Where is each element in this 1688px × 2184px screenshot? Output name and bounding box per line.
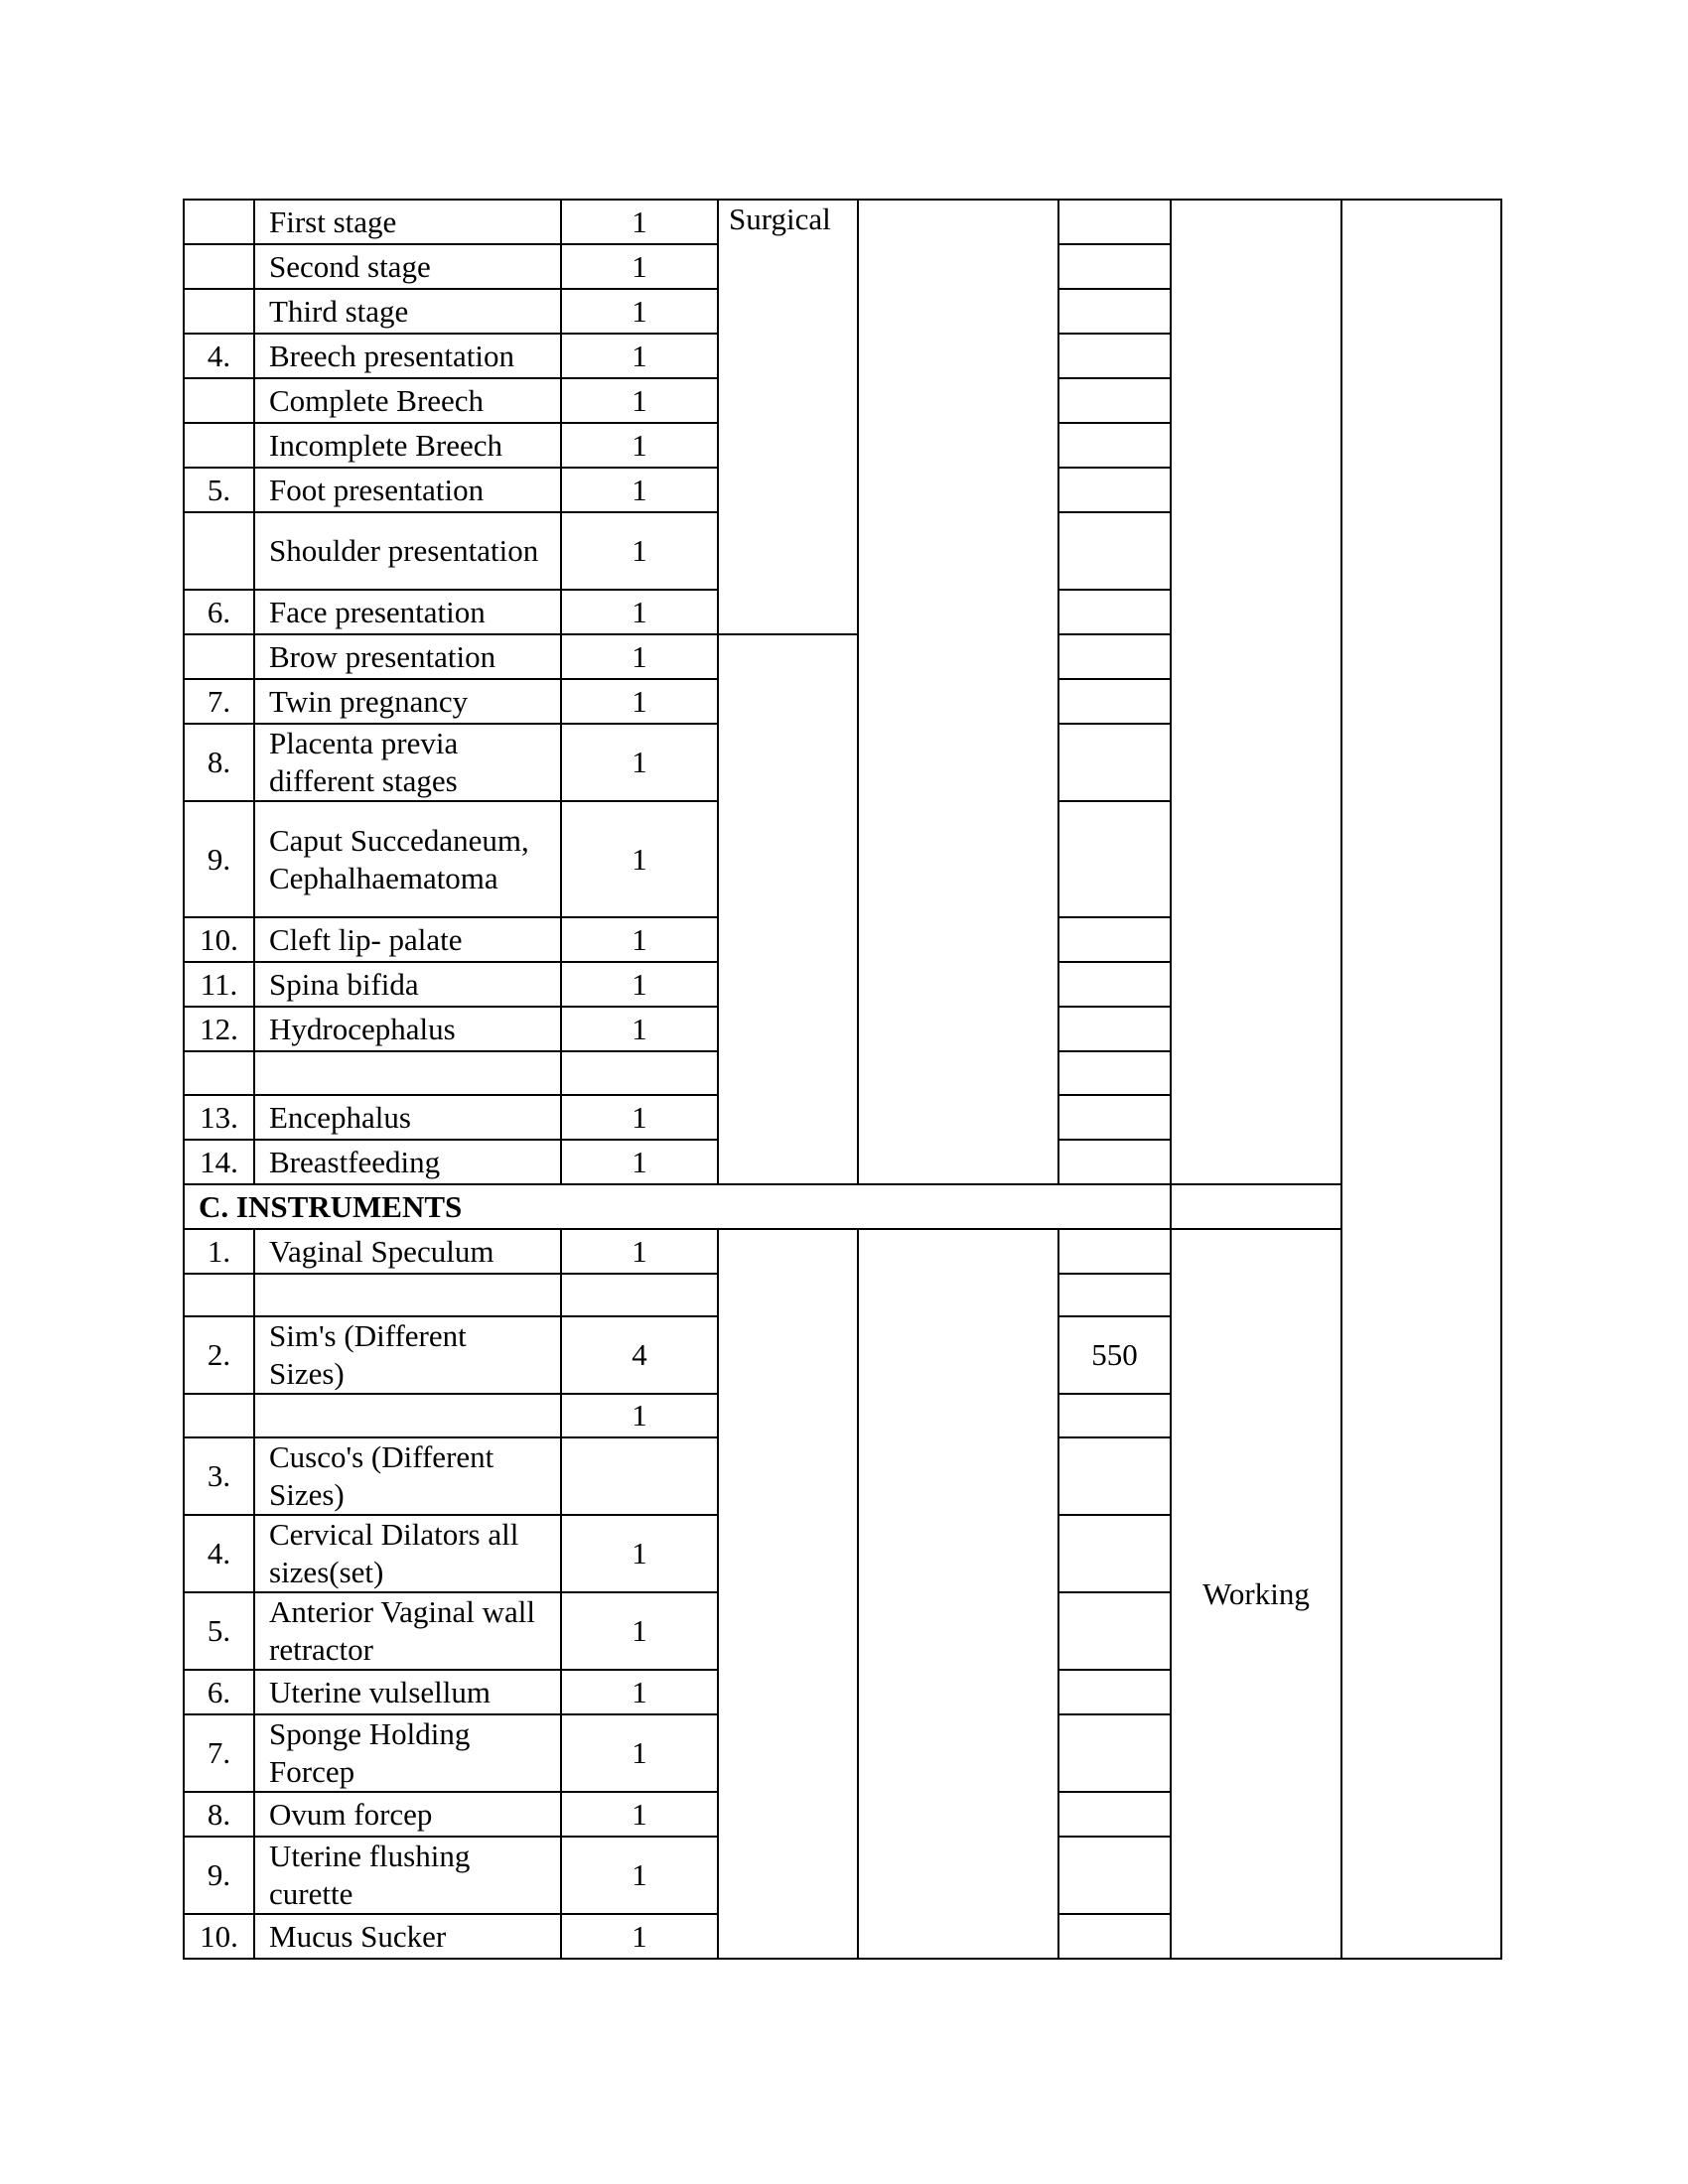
quantity-cell: 1	[561, 962, 718, 1007]
quantity-cell	[561, 1437, 718, 1515]
quantity-cell: 1	[561, 1229, 718, 1274]
serial-number-cell	[184, 1051, 254, 1095]
value-cell	[1058, 244, 1171, 289]
item-name-cell: Second stage	[254, 244, 561, 289]
item-name-cell: Breech presentation	[254, 334, 561, 378]
item-name-cell: Sponge Holding Forcep	[254, 1714, 561, 1792]
value-cell	[1058, 1515, 1171, 1592]
item-name-cell: Caput Succedaneum, Cephalhaematoma	[254, 801, 561, 917]
serial-number-cell: 10.	[184, 1914, 254, 1959]
value-cell	[1058, 1229, 1171, 1274]
serial-number-cell	[184, 634, 254, 679]
quantity-cell: 1	[561, 1837, 718, 1914]
serial-number-cell: 9.	[184, 801, 254, 917]
item-name-cell: Cusco's (Different Sizes)	[254, 1437, 561, 1515]
value-cell	[1058, 1714, 1171, 1792]
value-cell	[1058, 1007, 1171, 1051]
quantity-cell: 1	[561, 200, 718, 244]
item-name-cell: Twin pregnancy	[254, 679, 561, 724]
item-name-cell: Breastfeeding	[254, 1140, 561, 1184]
value-cell	[1058, 423, 1171, 468]
working-status-cell: Working	[1171, 1229, 1341, 1959]
surgical-cell: Surgical	[718, 200, 858, 634]
item-name-cell: Third stage	[254, 289, 561, 334]
value-cell	[1058, 468, 1171, 512]
quantity-cell: 1	[561, 724, 718, 801]
item-name-cell: Cervical Dilators all sizes(set)	[254, 1515, 561, 1592]
value-cell	[1058, 590, 1171, 634]
serial-number-cell	[184, 1274, 254, 1316]
serial-number-cell: 7.	[184, 1714, 254, 1792]
item-name-cell: Mucus Sucker	[254, 1914, 561, 1959]
item-name-cell: Vaginal Speculum	[254, 1229, 561, 1274]
serial-number-cell: 8.	[184, 724, 254, 801]
item-name-cell: Incomplete Breech	[254, 423, 561, 468]
serial-number-cell: 3.	[184, 1437, 254, 1515]
item-name-cell: First stage	[254, 200, 561, 244]
serial-number-cell	[184, 512, 254, 590]
quantity-cell	[561, 1274, 718, 1316]
serial-number-cell	[184, 244, 254, 289]
value-cell	[1058, 1914, 1171, 1959]
inventory-table-body	[184, 200, 1501, 1959]
blank-cell	[1171, 200, 1341, 1184]
item-name-cell	[254, 1394, 561, 1437]
blank-cell	[1171, 1184, 1341, 1229]
quantity-cell: 1	[561, 634, 718, 679]
value-cell	[1058, 917, 1171, 962]
item-name-cell: Spina bifida	[254, 962, 561, 1007]
value-cell	[1058, 1274, 1171, 1316]
value-cell	[1058, 378, 1171, 423]
inventory-table	[183, 199, 1502, 1960]
item-name-cell: Foot presentation	[254, 468, 561, 512]
blank-cell	[858, 200, 1058, 1184]
value-cell	[1058, 1792, 1171, 1837]
quantity-cell: 1	[561, 1792, 718, 1837]
item-name-cell: Face presentation	[254, 590, 561, 634]
value-cell	[1058, 1140, 1171, 1184]
blank-cell	[718, 634, 858, 1184]
value-cell	[1058, 334, 1171, 378]
value-cell	[1058, 962, 1171, 1007]
item-name-cell: Encephalus	[254, 1095, 561, 1140]
quantity-cell: 1	[561, 378, 718, 423]
serial-number-cell: 5.	[184, 1592, 254, 1670]
quantity-cell	[561, 1051, 718, 1095]
value-cell	[1058, 289, 1171, 334]
quantity-cell: 1	[561, 423, 718, 468]
item-name-cell	[254, 1051, 561, 1095]
serial-number-cell: 8.	[184, 1792, 254, 1837]
value-cell	[1058, 679, 1171, 724]
serial-number-cell: 6.	[184, 590, 254, 634]
quantity-cell: 4	[561, 1316, 718, 1394]
quantity-cell: 1	[561, 1007, 718, 1051]
serial-number-cell: 7.	[184, 679, 254, 724]
value-cell	[1058, 512, 1171, 590]
serial-number-cell: 5.	[184, 468, 254, 512]
value-cell	[1058, 724, 1171, 801]
quantity-cell: 1	[561, 1515, 718, 1592]
serial-number-cell: 4.	[184, 334, 254, 378]
serial-number-cell: 14.	[184, 1140, 254, 1184]
serial-number-cell: 9.	[184, 1837, 254, 1914]
item-name-cell: Uterine vulsellum	[254, 1670, 561, 1714]
serial-number-cell: 11.	[184, 962, 254, 1007]
serial-number-cell: 1.	[184, 1229, 254, 1274]
item-name-cell: Brow presentation	[254, 634, 561, 679]
serial-number-cell	[184, 200, 254, 244]
serial-number-cell	[184, 289, 254, 334]
section-c-title: C. INSTRUMENTS	[184, 1184, 1171, 1229]
quantity-cell: 1	[561, 512, 718, 590]
value-cell	[1058, 1592, 1171, 1670]
value-cell	[1058, 200, 1171, 244]
serial-number-cell: 4.	[184, 1515, 254, 1592]
serial-number-cell	[184, 1394, 254, 1437]
quantity-cell: 1	[561, 801, 718, 917]
value-cell	[1058, 1051, 1171, 1095]
serial-number-cell	[184, 378, 254, 423]
item-name-cell: Shoulder presentation	[254, 512, 561, 590]
blank-cell	[718, 1229, 858, 1959]
quantity-cell: 1	[561, 1394, 718, 1437]
item-name-cell: Anterior Vaginal wall retractor	[254, 1592, 561, 1670]
item-name-cell	[254, 1274, 561, 1316]
quantity-cell: 1	[561, 917, 718, 962]
item-name-cell: Placenta previa different stages	[254, 724, 561, 801]
blank-cell	[858, 1229, 1058, 1959]
serial-number-cell: 13.	[184, 1095, 254, 1140]
item-name-cell: Cleft lip- palate	[254, 917, 561, 962]
quantity-cell: 1	[561, 1095, 718, 1140]
quantity-cell: 1	[561, 679, 718, 724]
item-name-cell: Ovum forcep	[254, 1792, 561, 1837]
value-cell: 550	[1058, 1316, 1171, 1394]
item-name-cell: Uterine flushing curette	[254, 1837, 561, 1914]
quantity-cell: 1	[561, 1670, 718, 1714]
blank-cell	[1341, 200, 1501, 1959]
quantity-cell: 1	[561, 590, 718, 634]
quantity-cell: 1	[561, 1592, 718, 1670]
quantity-cell: 1	[561, 1714, 718, 1792]
table-row	[184, 200, 1501, 244]
serial-number-cell: 12.	[184, 1007, 254, 1051]
value-cell	[1058, 634, 1171, 679]
quantity-cell: 1	[561, 289, 718, 334]
quantity-cell: 1	[561, 334, 718, 378]
quantity-cell: 1	[561, 1140, 718, 1184]
item-name-cell: Complete Breech	[254, 378, 561, 423]
serial-number-cell: 6.	[184, 1670, 254, 1714]
value-cell	[1058, 1437, 1171, 1515]
value-cell	[1058, 1837, 1171, 1914]
item-name-cell: Sim's (Different Sizes)	[254, 1316, 561, 1394]
serial-number-cell: 10.	[184, 917, 254, 962]
item-name-cell: Hydrocephalus	[254, 1007, 561, 1051]
value-cell	[1058, 1095, 1171, 1140]
quantity-cell: 1	[561, 468, 718, 512]
quantity-cell: 1	[561, 1914, 718, 1959]
value-cell	[1058, 801, 1171, 917]
table-row	[184, 1229, 1501, 1274]
value-cell	[1058, 1670, 1171, 1714]
quantity-cell: 1	[561, 244, 718, 289]
serial-number-cell: 2.	[184, 1316, 254, 1394]
section-header-row	[184, 1184, 1501, 1229]
serial-number-cell	[184, 423, 254, 468]
value-cell	[1058, 1394, 1171, 1437]
